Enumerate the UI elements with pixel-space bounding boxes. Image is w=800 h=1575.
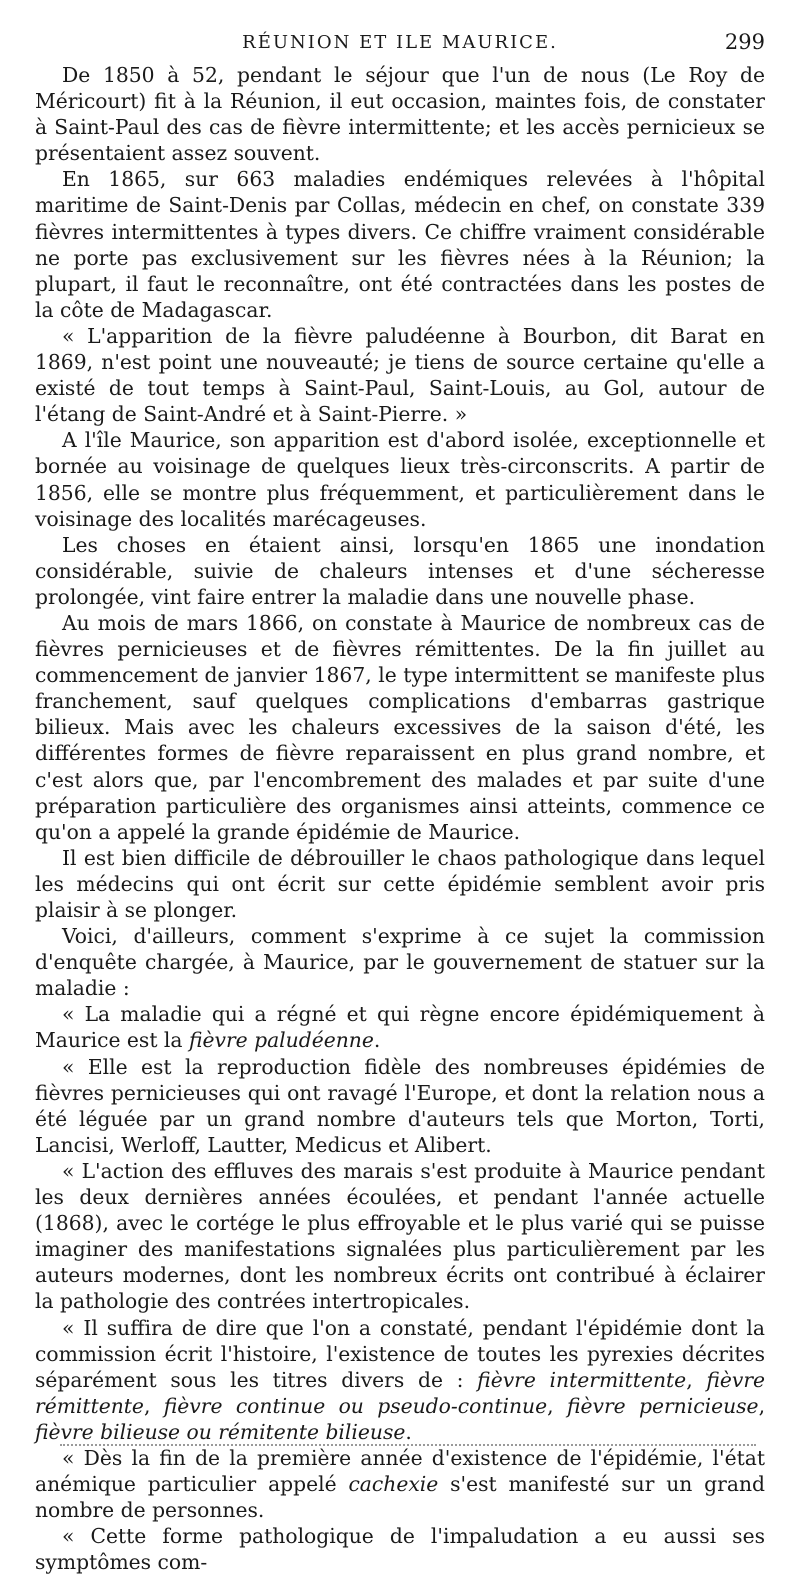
italic-term: fièvre continue ou pseudo-continue [163, 1393, 548, 1418]
italic-term: fièvre paludéenne [188, 1028, 374, 1053]
body-text [35, 62, 765, 1575]
running-head [35, 30, 765, 58]
text-run: . [405, 1419, 412, 1444]
text-run: , [547, 1393, 567, 1418]
footer-dotted-rule [60, 1444, 756, 1446]
paragraph: « L'action des effluves des marais s'est produite à Maurice pendant les deux dernières années écoulées, et pendant l'année actuelle (1868), avec le cortége le plus effroyable et le plus varié qui se puisse imaginer des manifestations signalées plus particulièrement par les auteurs modernes, dont les nombreux écrits ont contribué à éclairer la pathologie des contrées intertropicales. [35, 1158, 765, 1314]
paragraph: Il est bien difficile de débrouiller le chaos pathologique dans lequel les médecins qui ont écrit sur cette épidémie semblent avoir pris plaisir à se plonger. [35, 845, 765, 922]
paragraph: En 1865, sur 663 maladies endémiques relevées à l'hôpital maritime de Saint-Denis par Collas, médecin en chef, on constate 339 fièvres intermittentes à types divers. Ce chiffre vraiment considérable ne porte pas exclusivement sur les fièvres nées à la Réunion; la plupart, il faut le reconnaître, ont été contractées dans les postes de la côte de Madagascar. [35, 167, 765, 322]
text-run: « La maladie qui a régné et qui règne encore épidémiquement à Maurice est la [35, 1002, 765, 1053]
text-run: . [373, 1028, 381, 1053]
italic-term: fièvre pernicieuse [566, 1393, 759, 1418]
text-run: s'est manifesté sur un grand nombre de personnes. [35, 1472, 765, 1523]
paragraph-quote-pyrexies [35, 1315, 765, 1445]
paragraph: « Elle est la reproduction fidèle des nombreuses épidémies de fièvres pernicieuses qui ont ravagé l'Europe, et dont la relation nous a été léguée par un grand nombre d'auteurs tels que Morton, Torti, Lancisi, Werloff, Lautter, Medicus et Alibert. [35, 1054, 765, 1157]
paragraph: Au mois de mars 1866, on constate à Maurice de nombreux cas de fièvres pernicieuses et de fièvres rémittentes. De la fin juillet au commencement de janvier 1867, le type intermittent se manifeste plus franchement, sauf quelques complications d'embarras gastrique bilieux. Mais avec les chaleurs excessives de la saison d'été, les différentes formes de fièvre reparaissent en plus grand nombre, et c'est alors que, par l'encombrement des malades et par suite d'une préparation particulière des organismes ainsi atteints, commence ce qu'on a appelé la grande épidémie de Maurice. [35, 610, 765, 844]
paragraph: A l'île Maurice, son apparition est d'abord isolée, exceptionnelle et bornée au voisinage de quelques lieux très-circonscrits. A partir de 1856, elle se montre plus fréquemment, et particulièrement dans le voisinage des localités marécageuses. [35, 428, 765, 531]
italic-term: fièvre bilieuse ou rémitente bilieuse [35, 1419, 406, 1444]
paragraph: Les choses en étaient ainsi, lorsqu'en 1865 une inondation considérable, suivie de chaleurs intenses et d'une sécheresse prolongée, vint faire entrer la maladie dans une nouvelle phase. [35, 532, 765, 609]
italic-term: fièvre intermittente [477, 1367, 687, 1392]
text-run: , [758, 1393, 766, 1418]
text-run: , [143, 1393, 164, 1418]
italic-term: cachexie [348, 1472, 439, 1497]
paragraph-quote-fievre [35, 1001, 765, 1053]
paragraph-quote-cachexie [35, 1445, 765, 1523]
page-number: 299 [724, 30, 765, 54]
text-run: « Il suffira de dire que l'on a constaté, pendant l'épidémie dont la commission écrit l'histoire, l'existence de toutes les pyrexies décrites séparément sous les titres divers de : [35, 1315, 765, 1392]
paragraph: « L'apparition de la fièvre paludéenne à Bourbon, dit Barat en 1869, n'est point une nouveauté; je tiens de source certaine qu'elle a existé de tout temps à Saint-Paul, Saint-Louis, au Gol, autour de l'étang de Saint-André et à Saint-Pierre. » [35, 323, 765, 427]
running-title: RÉUNION ET ILE MAURICE. [242, 32, 558, 53]
paragraph-last-line: « Cette forme pathologique de l'impaludation a eu aussi ses symptômes com- [35, 1524, 765, 1575]
paragraph: Voici, d'ailleurs, comment s'exprime à ce sujet la commission d'enquête chargée, à Maurice, par le gouvernement de statuer sur la maladie : [35, 924, 765, 1001]
italic-term: fièvre rémittente [35, 1367, 766, 1418]
text-run: , [686, 1367, 707, 1392]
text-run: « Dès la fin de la première année d'existence de l'épidémie, l'état anémique particulier appelé [35, 1445, 765, 1497]
paragraph: De 1850 à 52, pendant le séjour que l'un de nous (Le Roy de Méricourt) fit à la Réunion, il eut occasion, maintes fois, de constater à Saint-Paul des cas de fièvre intermittente; et les accès pernicieux se présentaient assez souvent. [35, 63, 765, 166]
